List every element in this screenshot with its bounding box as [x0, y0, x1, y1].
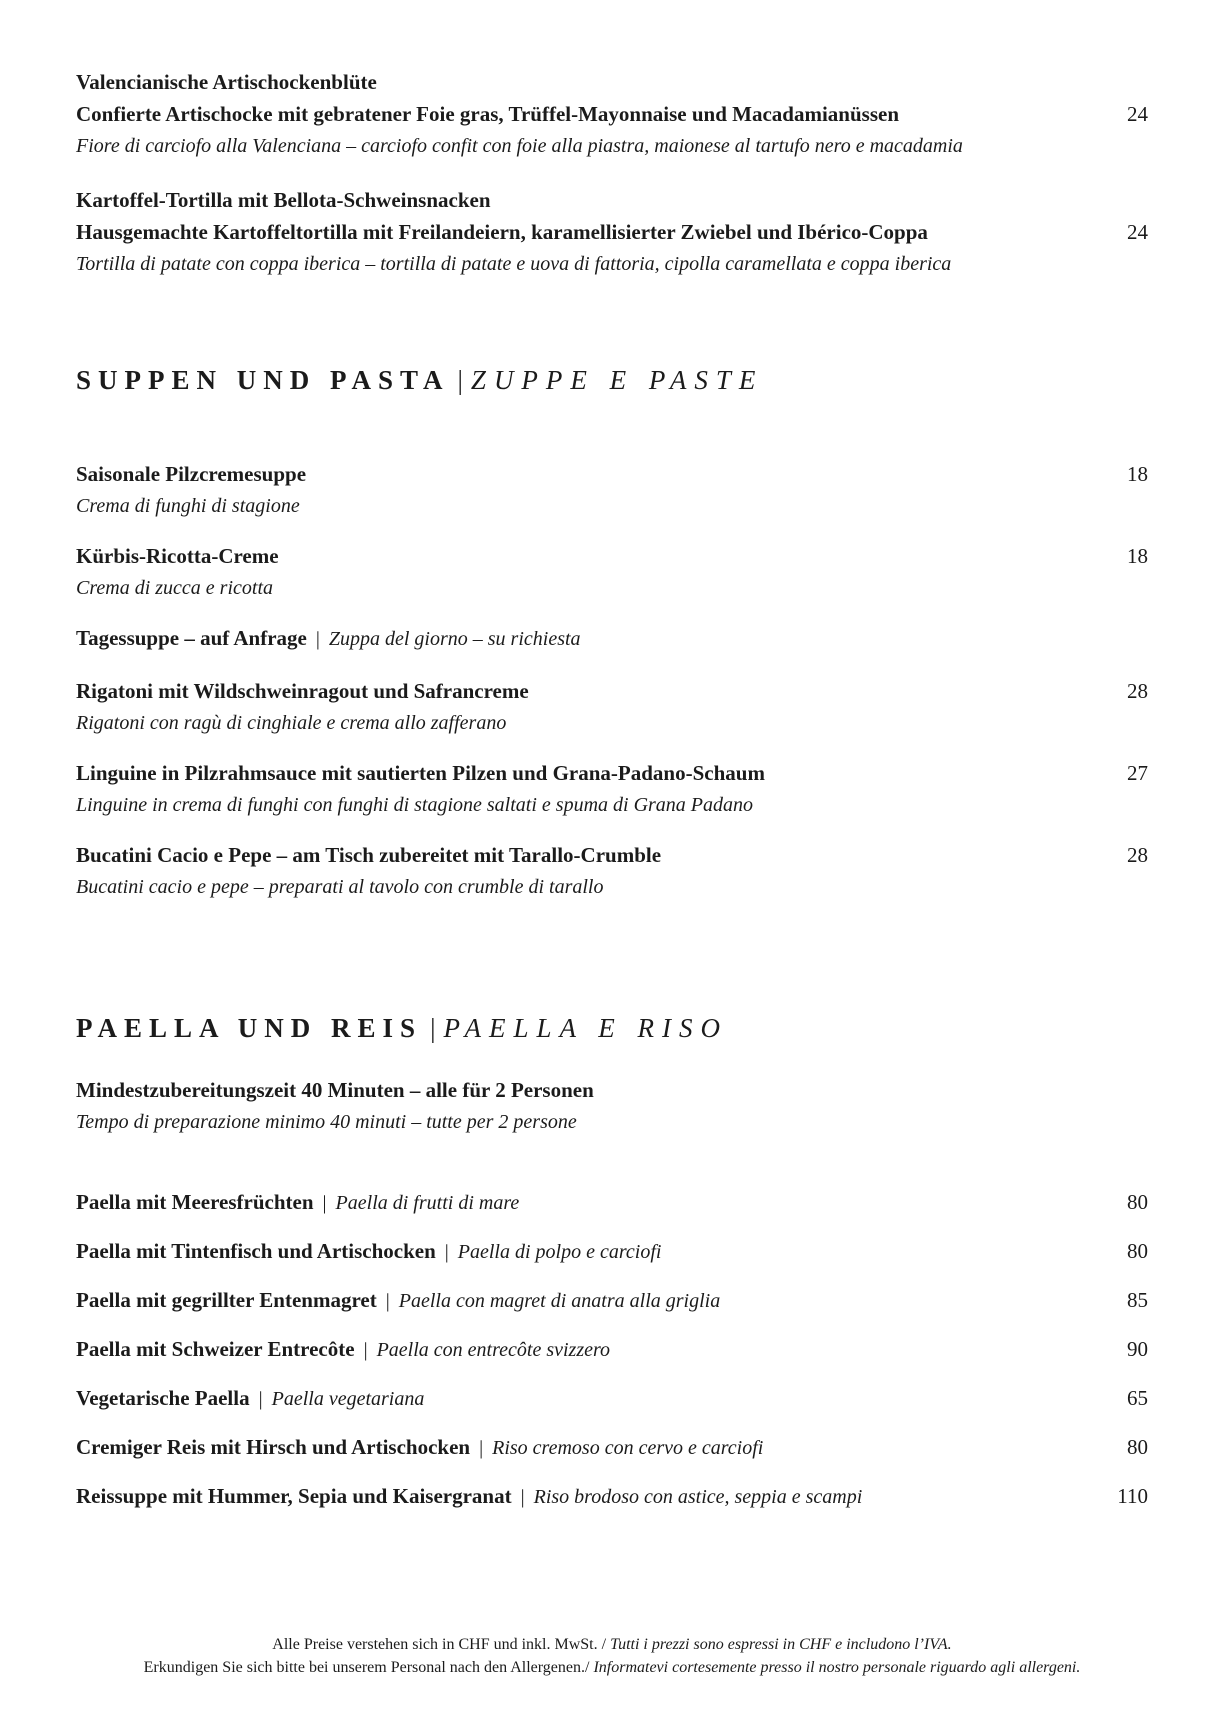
pipe-separator: |: [315, 628, 320, 650]
item-name-de: Tagessuppe – auf Anfrage: [76, 626, 307, 650]
item-price: 27: [1127, 761, 1148, 785]
item-price: 28: [1127, 679, 1148, 703]
footer-prices-note-it: Tutti i prezzi sono espressi in CHF e includono l’IVA.: [610, 1636, 952, 1653]
footer-prices-note-de: Alle Preise verstehen sich in CHF und inkl. MwSt. /: [272, 1636, 607, 1653]
item-name-de: Vegetarische Paella: [76, 1386, 250, 1410]
item-price: 80: [1127, 1239, 1148, 1263]
item-title-de: Valencianische Artischockenblüte: [76, 70, 377, 94]
item-name-de: Paella mit Schweizer Entrecôte: [76, 1337, 355, 1361]
item-name-bilingual: [76, 1284, 720, 1319]
item-name-de: Paella mit Meeresfrüchten: [76, 1190, 314, 1214]
item-price: 65: [1127, 1386, 1148, 1410]
menu-item-artichoke: [76, 66, 1148, 162]
section-title-separator: |: [457, 365, 463, 395]
item-name-row: [76, 757, 1148, 789]
item-name-row: [76, 458, 1148, 490]
item-price: 24: [1127, 220, 1148, 244]
menu-item-seafood-paella: [76, 1186, 1148, 1221]
pipe-separator: |: [479, 1437, 484, 1459]
item-price: 24: [1127, 102, 1148, 126]
item-name-row: [76, 622, 1148, 657]
item-price: 18: [1127, 462, 1148, 486]
footer-prices-note: [76, 1633, 1148, 1656]
item-description-it: Bucatini cacio e pepe – preparati al tavolo con crumble di tarallo: [76, 876, 604, 898]
pipe-separator: |: [444, 1241, 449, 1263]
item-description-it: Crema di funghi di stagione: [76, 495, 300, 517]
pipe-separator: |: [322, 1192, 327, 1214]
item-name-row: [76, 675, 1148, 707]
item-name-it: Riso brodoso con astice, seppia e scampi: [533, 1486, 863, 1508]
section-title-it: ZUPPE E PASTE: [470, 365, 764, 395]
item-name-bilingual: [76, 1382, 424, 1417]
paella-preparation-note: [76, 1074, 1148, 1138]
item-price: 90: [1127, 1337, 1148, 1361]
item-subtitle-de: Confierte Artischocke mit gebratener Foie gras, Trüffel-Mayonnaise und Macadamianüssen: [76, 102, 899, 126]
pipe-separator: |: [363, 1339, 368, 1361]
item-description-it: Rigatoni con ragù di cinghiale e crema allo zafferano: [76, 712, 507, 734]
menu-item-linguine: [76, 757, 1148, 821]
item-name-de: Paella mit gegrillter Entenmagret: [76, 1288, 377, 1312]
item-name-row: [76, 839, 1148, 871]
pipe-separator: |: [520, 1486, 525, 1508]
section-title-separator: |: [430, 1013, 436, 1043]
menu-item-venison-rice: [76, 1431, 1148, 1466]
menu-item-soup-of-the-day: [76, 622, 1148, 657]
item-name-it: Riso cremoso con cervo e carciofi: [492, 1437, 764, 1459]
note-de: Mindestzubereitungszeit 40 Minuten – alle für 2 Personen: [76, 1078, 594, 1102]
menu-item-lobster-rice-soup: [76, 1480, 1148, 1515]
menu-item-pumpkin-ricotta: [76, 540, 1148, 604]
item-name-bilingual: [76, 1235, 661, 1270]
menu-item-bucatini: [76, 839, 1148, 903]
section-title-de: SUPPEN UND PASTA: [76, 365, 450, 395]
section-title-de: PAELLA UND REIS: [76, 1013, 423, 1043]
item-name-de: Linguine in Pilzrahmsauce mit sautierten Pilzen und Grana-Padano-Schaum: [76, 761, 765, 785]
footer: [76, 1633, 1148, 1679]
item-price: 28: [1127, 843, 1148, 867]
menu-item-duck-paella: [76, 1284, 1148, 1319]
item-name-it: Paella con entrecôte svizzero: [376, 1339, 611, 1361]
footer-allergen-note-de: Erkundigen Sie sich bitte bei unserem Personal nach den Allergenen./: [143, 1659, 590, 1676]
item-price: 80: [1127, 1435, 1148, 1459]
item-title-de: Kartoffel-Tortilla mit Bellota-Schweinsnacken: [76, 188, 491, 212]
paella-rice-items: [76, 1186, 1148, 1515]
item-price: 80: [1127, 1190, 1148, 1214]
item-name-de: Cremiger Reis mit Hirsch und Artischocken: [76, 1435, 471, 1459]
item-name-bilingual: [76, 622, 581, 657]
note-it: Tempo di preparazione minimo 40 minuti – tutte per 2 persone: [76, 1111, 577, 1133]
footer-allergen-note: [76, 1656, 1148, 1679]
menu-item-tortilla: [76, 184, 1148, 280]
menu-item-entrecote-paella: [76, 1333, 1148, 1368]
item-name-it: Paella di frutti di mare: [335, 1192, 520, 1214]
item-name-bilingual: [76, 1480, 862, 1515]
item-description-it: Tortilla di patate con coppa iberica – tortilla di patate e uova di fattoria, cipolla caramellata e coppa iberica: [76, 253, 952, 275]
item-price: 18: [1127, 544, 1148, 568]
item-description-it: Crema di zucca e ricotta: [76, 577, 274, 599]
item-name-it: Zuppa del giorno – su richiesta: [328, 628, 581, 650]
item-subtitle-row: [76, 98, 1148, 130]
item-name-de: Reissuppe mit Hummer, Sepia und Kaisergranat: [76, 1484, 512, 1508]
item-name-de: Bucatini Cacio e Pepe – am Tisch zubereitet mit Tarallo-Crumble: [76, 843, 662, 867]
item-name-it: Paella vegetariana: [271, 1388, 425, 1410]
item-name-de: Kürbis-Ricotta-Creme: [76, 544, 279, 568]
item-name-row: [76, 540, 1148, 572]
intro-items: [76, 66, 1148, 280]
item-name-bilingual: [76, 1333, 610, 1368]
item-price: 85: [1127, 1288, 1148, 1312]
pipe-separator: |: [258, 1388, 263, 1410]
item-price: 110: [1117, 1484, 1148, 1508]
section-title-paella-rice: [76, 1008, 1148, 1048]
soups-pasta-items: [76, 458, 1148, 903]
section-title-soups-pasta: [76, 360, 1148, 400]
menu-item-rigatoni: [76, 675, 1148, 739]
menu-item-octopus-artichoke-paella: [76, 1235, 1148, 1270]
item-description-it: Linguine in crema di funghi con funghi di stagione saltati e spuma di Grana Padano: [76, 794, 754, 816]
item-name-bilingual: [76, 1186, 519, 1221]
item-name-bilingual: [76, 1431, 763, 1466]
menu-item-vegetarian-paella: [76, 1382, 1148, 1417]
item-subtitle-row: [76, 216, 1148, 248]
item-name-de: Rigatoni mit Wildschweinragout und Safrancreme: [76, 679, 529, 703]
item-name-it: Paella con magret di anatra alla griglia: [398, 1290, 721, 1312]
item-name-de: Saisonale Pilzcremesuppe: [76, 462, 307, 486]
menu-item-mushroom-soup: [76, 458, 1148, 522]
item-description-it: Fiore di carciofo alla Valenciana – carciofo confit con foie alla piastra, maionese al tartufo nero e macadamia: [76, 135, 963, 157]
item-name-it: Paella di polpo e carciofi: [457, 1241, 662, 1263]
item-subtitle-de: Hausgemachte Kartoffeltortilla mit Freilandeiern, karamellisierter Zwiebel und Ibérico-Coppa: [76, 220, 928, 244]
item-name-de: Paella mit Tintenfisch und Artischocken: [76, 1239, 436, 1263]
section-title-it: PAELLA E RISO: [443, 1013, 728, 1043]
footer-allergen-note-it: Informatevi cortesemente presso il nostro personale riguardo agli allergeni.: [593, 1659, 1081, 1676]
pipe-separator: |: [385, 1290, 390, 1312]
